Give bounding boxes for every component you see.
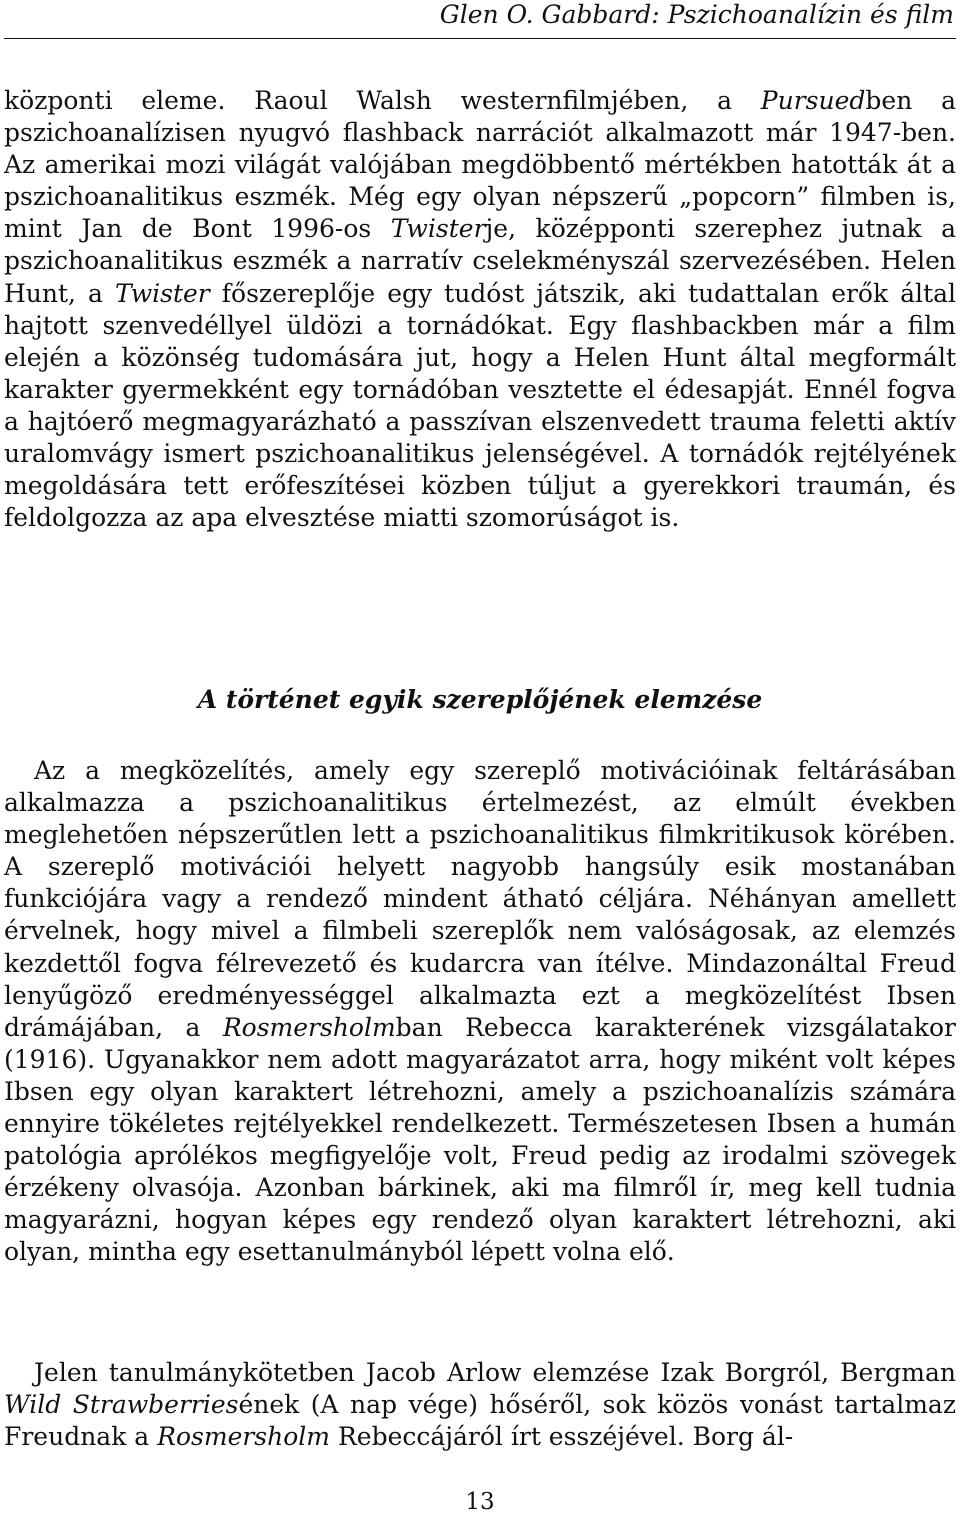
text-span: ban Rebecca karakterének vizsgálatakor (1916). Ugyanakkor nem adott magyarázatot arra, hogy miként volt képes Ibsen egy olyan karaktert létrehozni, amely a pszichoanalízis számára ennyire tökéletes rejtélyekkel rendelkezett. Természetesen Ibsen a humán patológia aprólékos megfigyelője volt, Freud pedig az irodalmi szövegek érzékeny olvasója. Azonban bárkinek, aki ma filmről ír, meg kell tudnia magyarázni, hogyan képes egy rendező olyan karaktert létrehozni, aki olyan, mintha egy esettanulmányból lépett volna elő. [4, 1012, 956, 1267]
text-span: ének (A nap vége) hőséről, sok közös vonást tartalmaz Freudnak a [4, 1390, 956, 1452]
paragraph-popcorn-films [4, 85, 956, 534]
text-block-intro [4, 85, 956, 534]
text-block-arlow [4, 1357, 956, 1453]
text-span: Az a megközelítés, amely egy szereplő motivációinak feltárásában alkalmazza a pszichoanalitikus értelmezést, az elmúlt években meglehetően népszerűtlen lett a pszichoanalitikus filmkritikusok körében. A szereplő motivációi helyett nagyobb hangsúly esik mostanában funkciójára vagy a rendező mindent átható céljára. Néhányan amellett érvelnek, hogy mivel a filmbeli szereplők nem valóságosak, az elemzés kezdettől fogva félrevezető és kudarcra van ítélve. Mindazonáltal Freud lenyűgöző eredményességgel alkalmazta ezt a megközelítést Ibsen drámájában, a [4, 756, 956, 1042]
text-span: ben a pszichoanalízisen nyugvó flashback narrációt alkalmazott már 1947-ben. Az amerikai mozi világát valójában megdöbbentő mértékben hatották át a pszichoanalitikus eszmék. Még egy olyan népszerű „popcorn” filmben is, mint Jan de Bont 1996-os [4, 86, 956, 244]
header-rule [4, 38, 956, 39]
film-title-pursued: Pursued [760, 86, 866, 115]
film-title-wild-strawberries: Wild Strawberries [4, 1390, 239, 1420]
play-title-rosmersholm: Rosmersholm [157, 1422, 330, 1452]
text-span: Jelen tanulmánykötetben Jacob Arlow elemzése Izak Borgról, Bergman [34, 1358, 956, 1387]
running-header: Glen O. Gabbard: Pszichoanalízin és film [439, 0, 954, 29]
section-heading: A történet egyik szereplőjének elemzése [197, 685, 763, 714]
text-span: Rebeccájáról írt esszéjével. Borg ál- [330, 1422, 794, 1452]
text-span: központi eleme. Raoul Walsh westernfilmjében, a [4, 86, 761, 115]
text-block-character-analysis [4, 755, 956, 1269]
play-title-rosmersholm: Rosmersholm [222, 1012, 396, 1042]
paragraph-arlow-borg [4, 1357, 956, 1453]
text-span: je, középponti szerephez jutnak a pszichoanalitikus eszmék a narratív cselekményszál szervezésében. Helen Hunt, a [4, 214, 957, 308]
film-title-twister: Twister [390, 214, 486, 244]
text-span: főszereplője egy tudóst játszik, aki tudattalan erők által hajtott szenvedéllyel üldözi a tornádókat. Egy flashbackben már a film elején a közönség tudomására jut, hogy a Helen Hunt által megformált karakter gyermekként egy tornádóban vesztette el édesapját. Ennél fogva a hajtóerő megmagyarázható a passzívan elszenvedett trauma feletti aktív uralomvágy ismert pszichoanalitikus jelenségével. A tornádók rejtélyének megoldására tett erőfeszítései közben túljut a gyerekkori traumán, és feldolgozza az apa elvesztése miatti szomorúságot is. [4, 278, 956, 533]
film-title-twister: Twister [114, 278, 210, 308]
paragraph-character-analysis [4, 755, 956, 1269]
page-number: 13 [465, 1489, 495, 1515]
